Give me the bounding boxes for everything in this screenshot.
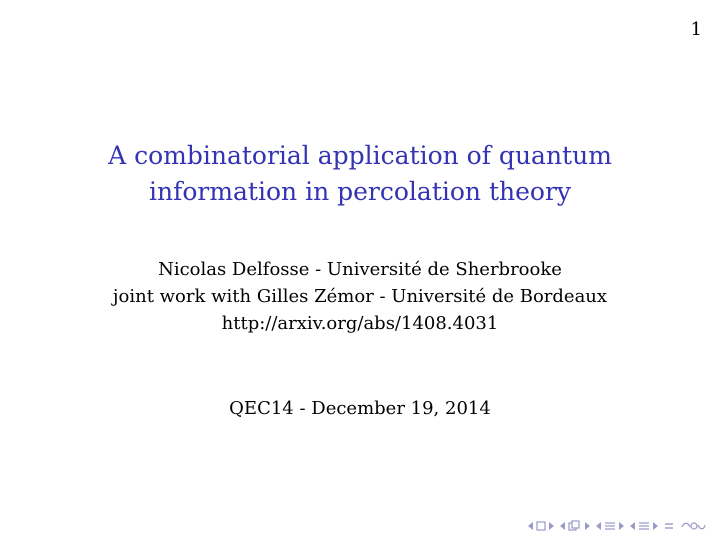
nav-subsection-icon[interactable] — [568, 520, 582, 531]
nav-frame-group — [528, 521, 554, 531]
nav-next-arrow-icon[interactable] — [618, 522, 624, 530]
nav-subsection-group — [560, 520, 590, 531]
nav-next-arrow-icon[interactable] — [584, 522, 590, 530]
arxiv-link[interactable]: http://arxiv.org/abs/1408.4031 — [221, 313, 499, 334]
nav-prev-arrow-icon[interactable] — [596, 522, 602, 530]
nav-prev-arrow-icon[interactable] — [630, 522, 636, 530]
author-block — [0, 256, 720, 337]
nav-document-icon[interactable] — [664, 521, 674, 531]
slide-title — [0, 138, 720, 210]
nav-presentation-icon[interactable] — [638, 521, 650, 531]
nav-section-group — [596, 521, 624, 531]
event-line: QEC14 - December 19, 2014 — [229, 398, 491, 419]
nav-section-icon[interactable] — [604, 521, 616, 531]
nav-frame-icon[interactable] — [536, 521, 546, 531]
beamer-navigation-bar — [528, 520, 706, 531]
page-number: 1 — [690, 19, 702, 40]
nav-next-arrow-icon[interactable] — [652, 522, 658, 530]
nav-prev-arrow-icon[interactable] — [528, 522, 534, 530]
title-line-2: information in percolation theory — [148, 177, 572, 206]
title-line-1: A combinatorial application of quantum — [108, 141, 612, 170]
nav-search-icon[interactable] — [680, 521, 706, 531]
coauthor-line: joint work with Gilles Zémor - Université de Bordeaux — [112, 286, 608, 307]
nav-next-arrow-icon[interactable] — [548, 522, 554, 530]
author-line: Nicolas Delfosse - Université de Sherbrooke — [158, 259, 562, 280]
nav-prev-arrow-icon[interactable] — [560, 522, 566, 530]
nav-presentation-group — [630, 521, 658, 531]
